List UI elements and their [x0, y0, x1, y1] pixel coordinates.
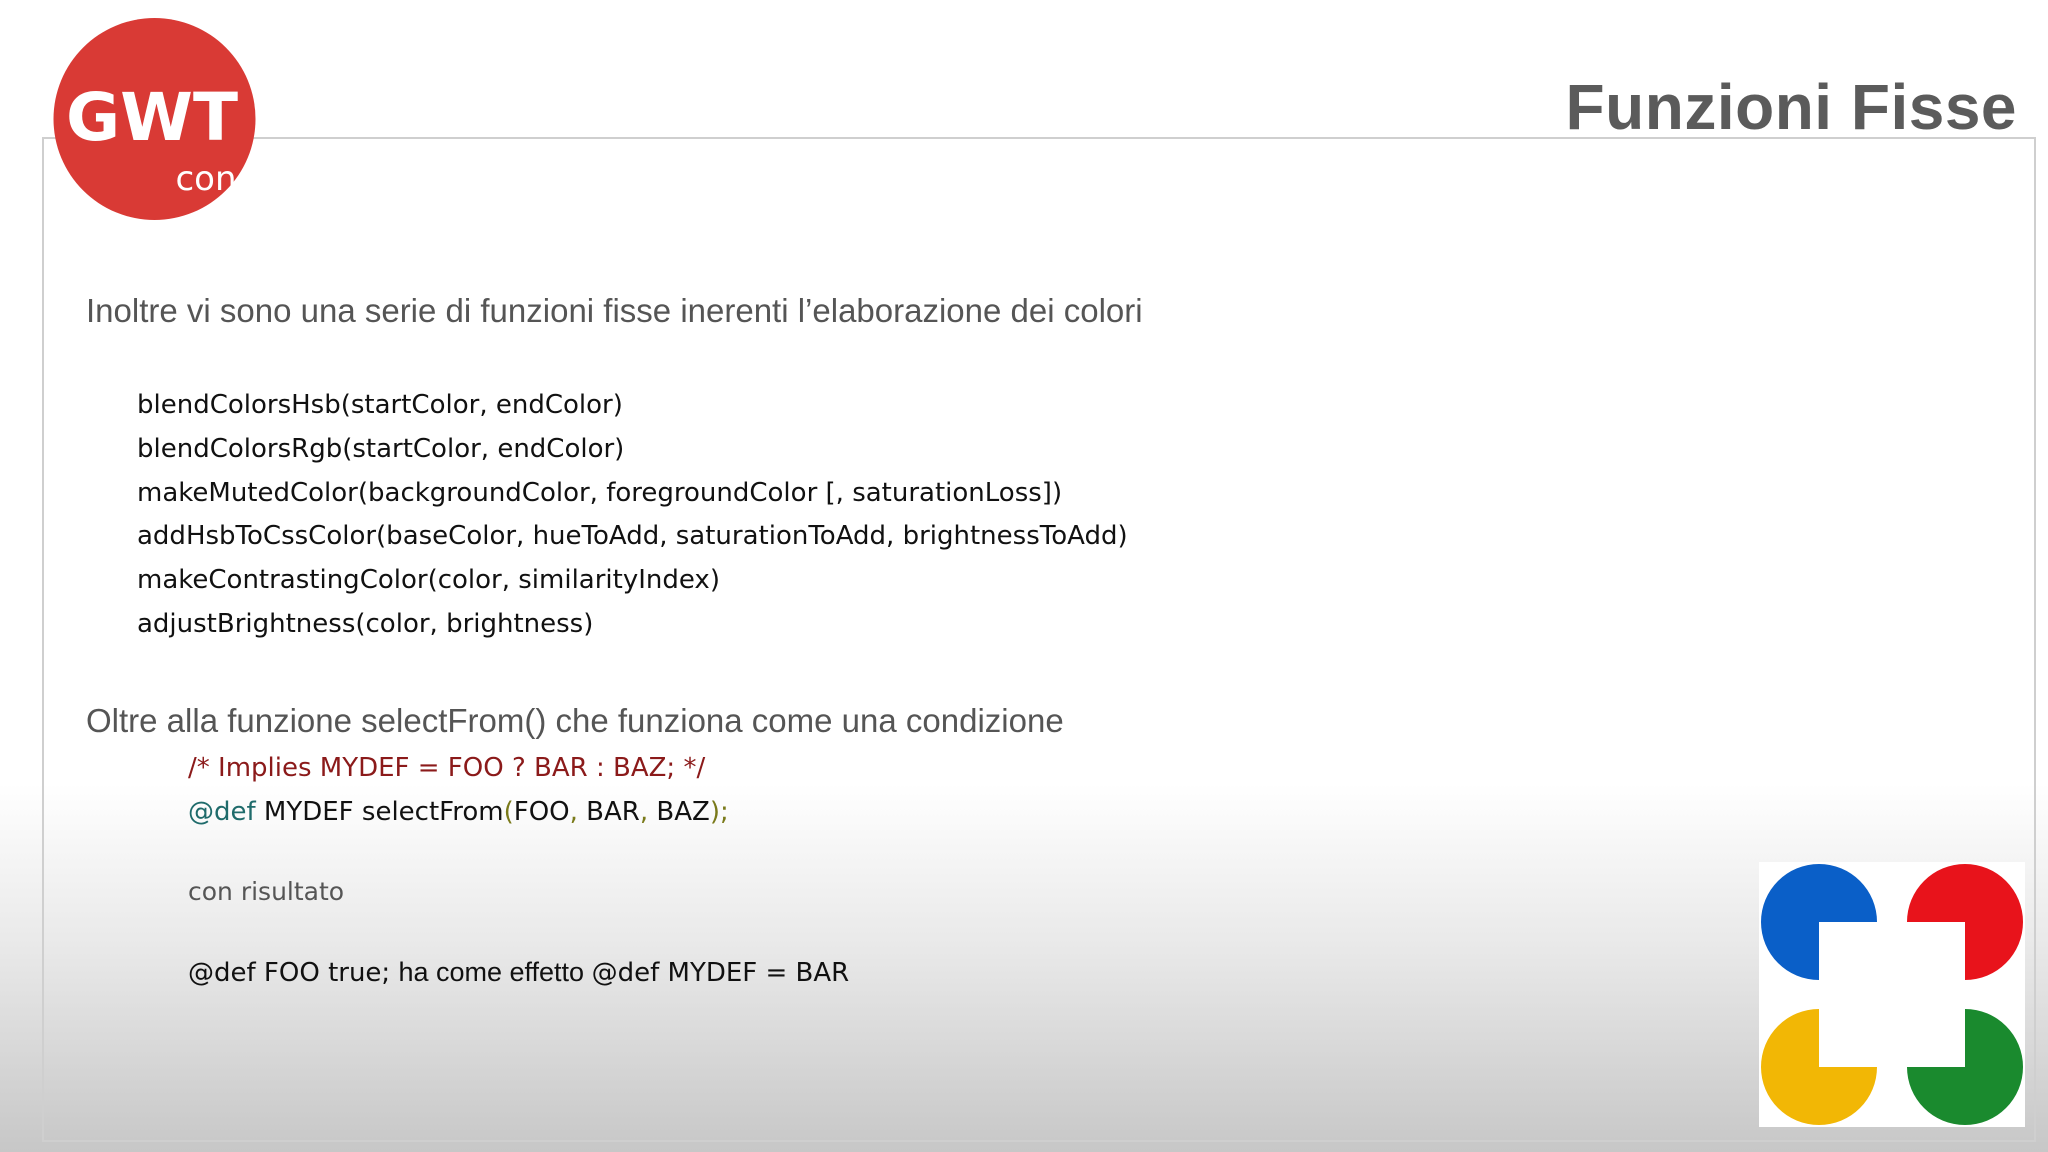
gwtcon-logo-sub: con: [175, 159, 237, 199]
gwtcon-logo: [52, 18, 257, 220]
code-arg: BAR: [577, 797, 640, 827]
code-comma: ,: [639, 797, 649, 827]
risultato-line: [188, 957, 849, 988]
function-item: addHsbToCssColor(baseColor, hueToAdd, saturationToAdd, brightnessToAdd): [137, 521, 1128, 552]
kanizsa-yellow-pacman: [1761, 1009, 1877, 1125]
risultato-text: ha come effetto: [398, 957, 592, 987]
function-item: makeContrastingColor(color, similarityIndex): [137, 565, 720, 596]
code-comment: /* Implies MYDEF = FOO ? BAR : BAZ; */: [188, 753, 706, 783]
code-def-name: MYDEF selectFrom: [255, 797, 504, 827]
code-close: );: [709, 797, 729, 827]
code-keyword: @def: [188, 797, 256, 827]
kanizsa-blue-pacman: [1761, 864, 1877, 980]
code-open-paren: (: [503, 797, 514, 827]
intro-text: Inoltre vi sono una serie di funzioni fisse inerenti l’elaborazione dei colori: [86, 292, 1143, 329]
risultato-code-a: @def FOO true;: [188, 958, 399, 988]
selectfrom-intro: Oltre alla funzione selectFrom() che funziona come una condizione: [86, 702, 1064, 739]
kanizsa-red-pacman: [1907, 864, 2023, 980]
function-item: makeMutedColor(backgroundColor, foregroundColor [, saturationLoss]): [137, 477, 1063, 508]
kanizsa-green-pacman: [1907, 1009, 2023, 1125]
code-arg: FOO: [513, 797, 570, 827]
function-item: blendColorsRgb(startColor, endColor): [137, 433, 625, 464]
risultato-code-b: @def MYDEF = BAR: [591, 958, 850, 988]
page-title: Funzioni Fisse: [1565, 71, 2017, 143]
function-item: blendColorsHsb(startColor, endColor): [137, 390, 623, 420]
function-item: adjustBrightness(color, brightness): [137, 608, 594, 639]
gwtcon-logo-word: GWT: [66, 79, 238, 156]
code-arg: BAZ: [648, 797, 710, 827]
code-comma: ,: [569, 797, 578, 827]
kanizsa-logo: [1759, 862, 2025, 1127]
code-def-line: [188, 797, 729, 827]
function-list: [137, 384, 1128, 647]
con-risultato-label: con risultato: [188, 877, 345, 906]
